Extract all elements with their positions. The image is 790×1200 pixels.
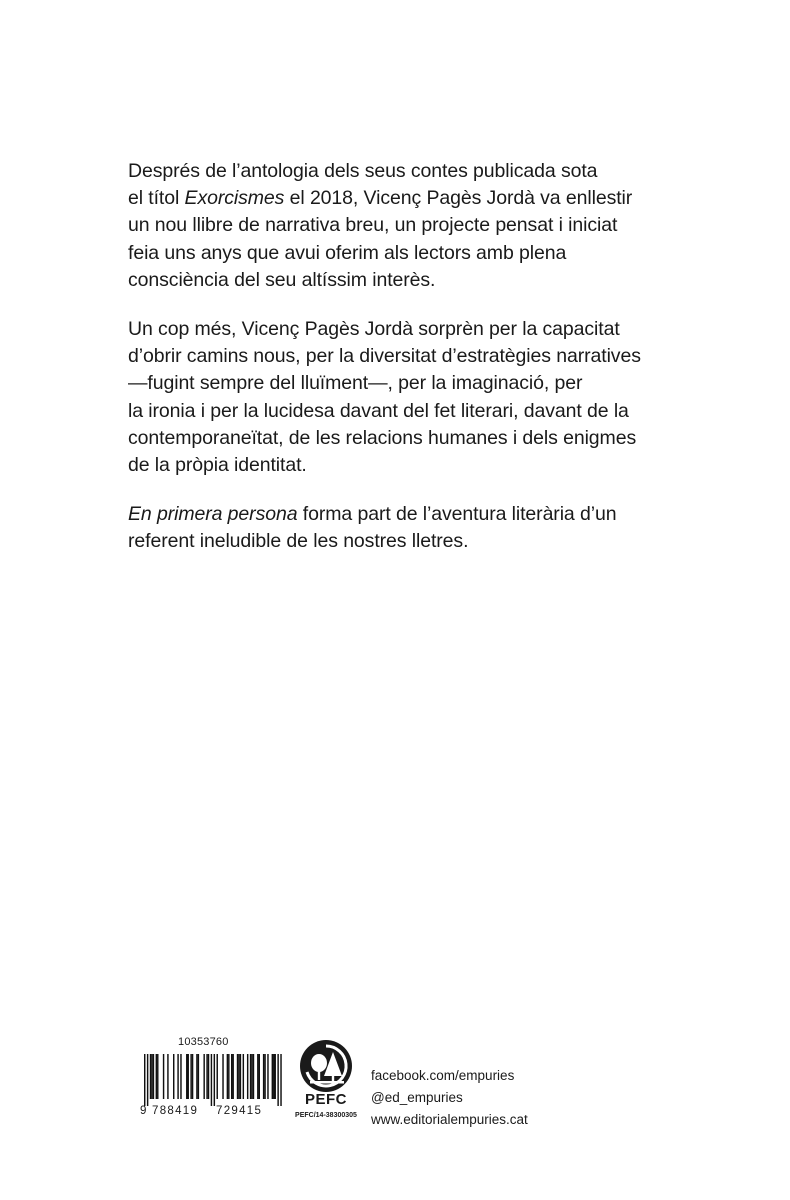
blurb-line: Després de l’antologia dels seus contes publicada sota <box>128 160 598 182</box>
barcode-bar <box>153 1054 154 1099</box>
barcode-bar <box>147 1054 148 1106</box>
blurb-text: el 2018, Vicenç Pagès Jordà va enllestir <box>284 187 633 210</box>
barcode-bar <box>144 1054 145 1106</box>
barcode-bar <box>264 1054 265 1099</box>
barcode-bar <box>151 1054 152 1099</box>
barcode-bar <box>273 1054 274 1099</box>
blurb-paragraph-3 <box>128 501 648 555</box>
barcode-bar <box>237 1054 238 1099</box>
blurb-line: —fugint sempre del lluïment—, per la imaginació, per <box>128 372 583 395</box>
back-cover-blurb <box>128 158 648 556</box>
barcode-bar <box>250 1054 251 1099</box>
barcode-bar <box>227 1054 228 1099</box>
barcode-digits <box>140 1105 290 1118</box>
blurb-line: referent ineludible de les nostres lletres. <box>128 530 469 553</box>
barcode-bar <box>150 1054 151 1099</box>
barcode-bar <box>214 1054 215 1106</box>
blurb-line: la ironia i per la lucidesa davant del fet literari, davant de la <box>128 399 629 422</box>
back-cover-footer <box>140 1036 660 1136</box>
barcode-internal-code: 10353760 <box>178 1036 229 1048</box>
isbn-barcode <box>140 1036 290 1118</box>
blurb-paragraph-2 <box>128 316 648 479</box>
blurb-paragraph-1 <box>128 158 648 294</box>
blurb-line: d’obrir camins nous, per la diversitat d’estratègies narratives <box>128 345 641 368</box>
website-link[interactable]: www.editorialempuries.cat <box>371 1112 528 1127</box>
barcode-bar <box>157 1054 158 1099</box>
blurb-line: de la pròpia identitat. <box>128 454 307 477</box>
barcode-digit-group-1: 788419 <box>152 1105 199 1117</box>
barcode-bar <box>190 1054 191 1099</box>
barcode-bar <box>238 1054 239 1099</box>
book-title-en-primera-persona: En primera persona <box>128 503 298 526</box>
barcode-bar <box>257 1054 258 1099</box>
barcode-bar <box>263 1054 264 1099</box>
barcode-bar <box>186 1054 187 1099</box>
pefc-tree-logo-icon <box>298 1038 354 1094</box>
barcode-bar <box>206 1054 207 1099</box>
barcode-digit-group-2: 729415 <box>216 1105 263 1117</box>
blurb-line <box>128 185 648 212</box>
pefc-certification <box>290 1038 362 1120</box>
barcode-bar <box>173 1054 174 1099</box>
barcode-bar <box>180 1054 181 1099</box>
blurb-line: consciència del seu altíssim interès. <box>128 268 436 291</box>
blurb-text: el títol <box>128 187 185 210</box>
barcode-bar <box>167 1054 168 1099</box>
pefc-license-code: PEFC/14-38300305 <box>295 1112 357 1119</box>
publisher-links <box>371 1065 528 1131</box>
barcode-bar <box>240 1054 241 1099</box>
barcode-bars <box>140 1054 286 1106</box>
book-title-exorcismes: Exorcismes <box>184 187 285 210</box>
barcode-bar <box>163 1054 164 1099</box>
blurb-line: Un cop més, Vicenç Pagès Jordà sorprèn per la capacitat <box>128 318 620 341</box>
barcode-bar <box>211 1054 212 1106</box>
barcode-bar <box>208 1054 209 1099</box>
blurb-line: contemporaneïtat, de les relacions humanes i dels enigmes <box>128 426 637 449</box>
blurb-line: feia uns anys que avui oferim als lectors amb plena <box>128 241 567 264</box>
blurb-line <box>128 501 648 528</box>
barcode-bar <box>251 1054 252 1099</box>
barcode-bar <box>203 1054 204 1099</box>
barcode-bar <box>259 1054 260 1099</box>
barcode-bar <box>196 1054 197 1099</box>
twitter-handle[interactable]: @ed_empuries <box>371 1090 463 1105</box>
barcode-bar <box>198 1054 199 1099</box>
blurb-text: forma part de l’aventura literària d’un <box>297 503 617 526</box>
barcode-bar <box>231 1054 232 1099</box>
barcode-bar <box>228 1054 229 1099</box>
barcode-bar <box>253 1054 254 1099</box>
facebook-link[interactable]: facebook.com/empuries <box>371 1068 515 1083</box>
pefc-wordmark: PEFC <box>304 1091 347 1108</box>
barcode-bar <box>222 1054 223 1099</box>
barcode-bar <box>280 1054 281 1106</box>
barcode-bar <box>192 1054 193 1099</box>
barcode-bar <box>247 1054 248 1099</box>
barcode-bar <box>156 1054 157 1099</box>
barcode-lead-digit: 9 <box>140 1105 147 1117</box>
barcode-bar <box>243 1054 244 1099</box>
barcode-bar <box>232 1054 233 1099</box>
barcode-bar <box>177 1054 178 1099</box>
barcode-bar <box>188 1054 189 1099</box>
barcode-bar <box>275 1054 276 1099</box>
barcode-bar <box>267 1054 268 1099</box>
blurb-line: un nou llibre de narrativa breu, un projecte pensat i iniciat <box>128 214 618 237</box>
barcode-bar <box>217 1054 218 1099</box>
barcode-bar <box>277 1054 278 1106</box>
barcode-bar <box>272 1054 273 1099</box>
